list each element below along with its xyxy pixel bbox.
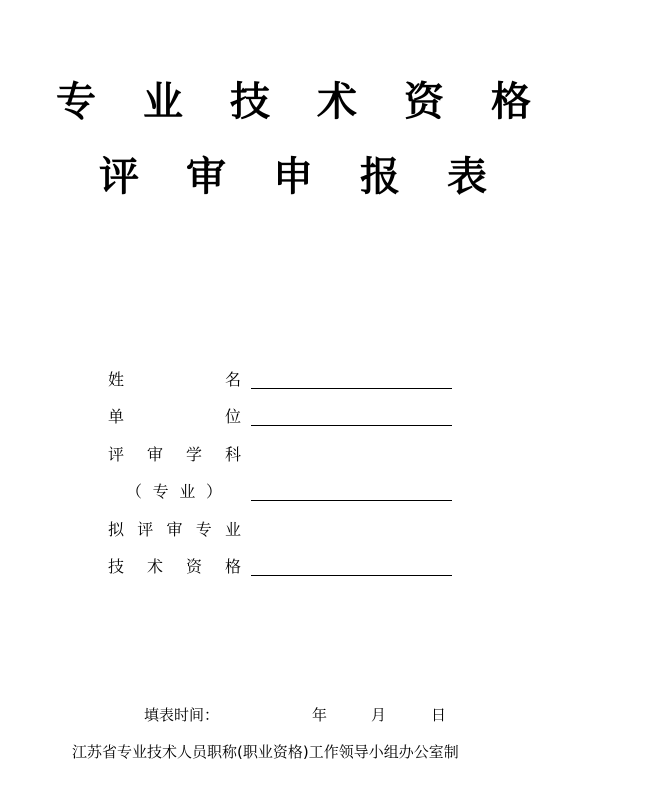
document-title-line1: 专业技术资格 (56, 79, 578, 125)
issuer-text: 江苏省专业技术人员职称(职业资格)工作领导小组办公室制 (72, 743, 459, 761)
fill-date-label: 填表时间： (144, 706, 220, 724)
document-title-line2: 评审申报表 (99, 154, 534, 200)
name-label: 姓名 (108, 370, 241, 389)
name-field[interactable] (251, 388, 452, 389)
subject-field[interactable] (251, 500, 452, 501)
qualification-field[interactable] (251, 575, 452, 576)
year-label: 年 (312, 706, 328, 724)
month-label: 月 (371, 706, 387, 724)
unit-field[interactable] (251, 425, 452, 426)
qualification-label-line2: 技术资格 (108, 557, 241, 576)
subject-label-line1: 评审学科 (108, 445, 241, 464)
subject-label-line2: （专业） (126, 482, 222, 501)
qualification-label-line1: 拟评审专业 (108, 520, 241, 539)
unit-label: 单位 (108, 407, 241, 426)
day-label: 日 (431, 706, 447, 724)
